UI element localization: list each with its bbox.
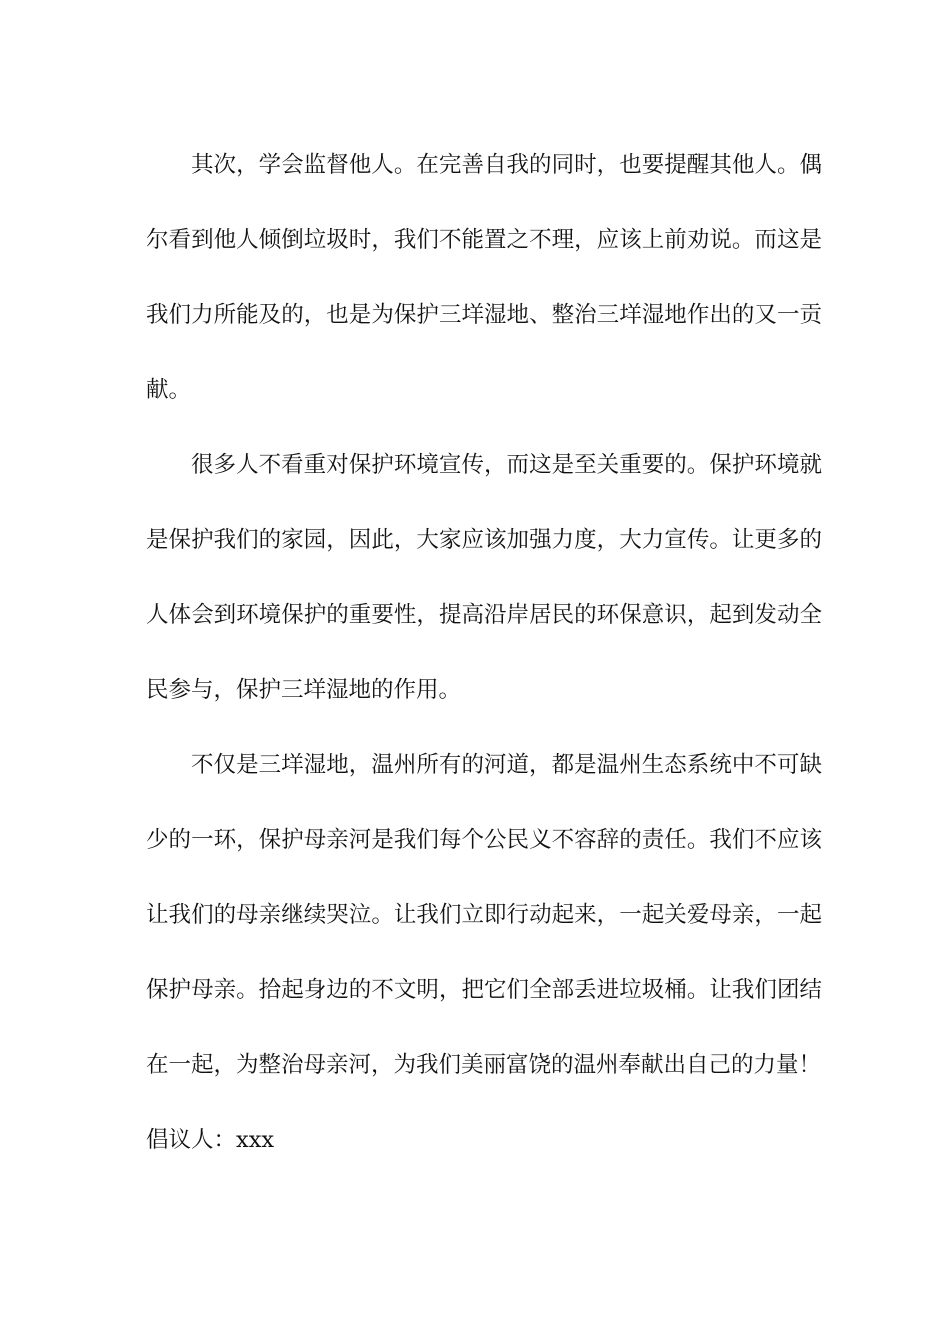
paragraph-call-to-action: 不仅是三垟湿地，温州所有的河道，都是温州生态系统中不可缺少的一环，保护母亲河是我们每个公民义不容辞的责任。我们不应该让我们的母亲继续哭泣。让我们立即行动起来，一起关爱母亲，一起保护母亲。拾起身边的不文明，把它们全部丢进垃圾桶。让我们团结在一起，为整治母亲河，为我们美丽富饶的温州奉献出自己的力量！: [146, 752, 822, 1078]
paragraph-promote-protection: 很多人不看重对保护环境宣传，而这是至关重要的。保护环境就是保护我们的家园，因此，大家应该加强力度，大力宣传。让更多的人体会到环境保护的重要性，提高沿岸居民的环保意识，起到发动全民参与，保护三垟湿地的作用。: [146, 452, 822, 703]
signature-line: 倡议人：xxx: [146, 1127, 275, 1153]
document-body: [146, 128, 822, 1178]
paragraph-supervise-others: 其次，学会监督他人。在完善自我的同时，也要提醒其他人。偶尔看到他人倾倒垃圾时，我们不能置之不理，应该上前劝说。而这是我们力所能及的，也是为保护三垟湿地、整治三垟湿地作出的又一贡献。: [146, 152, 822, 403]
